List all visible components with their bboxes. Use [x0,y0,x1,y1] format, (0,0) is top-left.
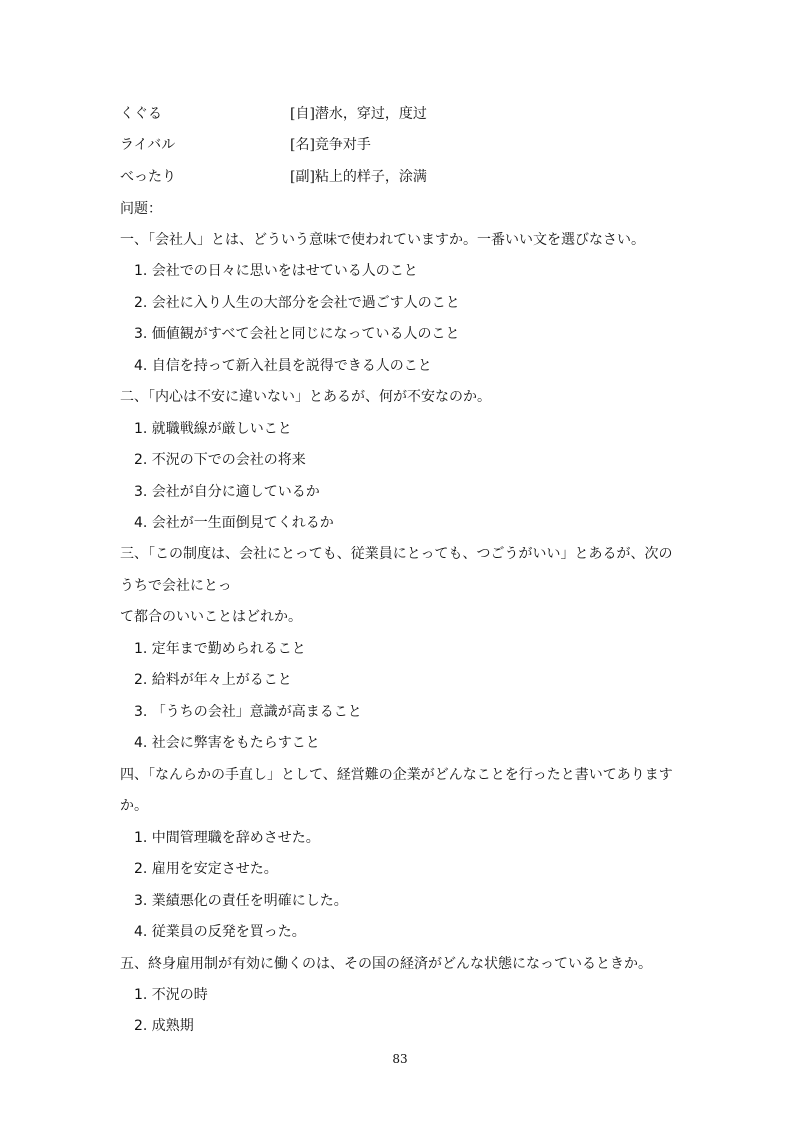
option-text: 1. 不況の時 [134,987,208,1003]
questions-heading: 问题： [120,201,162,217]
option-text: 1. 中間管理職を辞めさせた。 [134,830,320,846]
vocab-meaning: [自]潜水，穿过，度过 [290,106,427,122]
question-text: 五、終身雇用制が有効に働くのは、その国の経済がどんな状態になっているときか。 [120,956,652,972]
vocab-term: べったり [120,169,176,185]
option-text: 1. 就職戦線が厳しいこと [134,421,292,437]
vocab-term: くぐる [120,106,162,122]
question-text: うちで会社にとっ [120,578,232,594]
page-number: 83 [392,1052,408,1066]
option-text: 1. 会社での日々に思いをはせている人のこと [134,263,418,279]
option-text: 4. 会社が一生面倒見てくれるか [134,515,334,531]
option-text: 1. 定年まで勤められること [134,641,306,657]
option-text: 4. 従業員の反発を買った。 [134,924,306,940]
option-text: 2. 会社に入り人生の大部分を会社で過ごす人のこと [134,295,460,311]
option-text: 2. 雇用を安定させた。 [134,861,278,877]
question-text: 一、「会社人」とは、どういう意味で使われていますか。一番いい文を選びなさい。 [120,232,645,248]
question-text: て都合のいいことはどれか。 [120,609,302,625]
question-text: か。 [120,798,148,814]
question-text: 三、「この制度は、会社にとっても、従業員にとっても、つごうがいい」とあるが、次の [120,546,673,562]
option-text: 4. 社会に弊害をもたらすこと [134,735,320,751]
option-text: 2. 不況の下での会社の将来 [134,452,306,468]
option-text: 2. 成熟期 [134,1018,194,1034]
vocab-meaning: [名]竞争对手 [290,137,371,153]
question-text: 二、「内心は不安に違いない」とあるが、何が不安なのか。 [120,389,491,405]
option-text: 3. 「うちの会社」意識が高まること [134,704,362,720]
vocab-term: ライバル [120,137,176,153]
option-text: 3. 業績悪化の責任を明確にした。 [134,893,348,909]
question-text: 四、「なんらかの手直し」として、経営難の企業がどんなことを行ったと書いてあります [120,767,673,783]
option-text: 4. 自信を持って新入社員を説得できる人のこと [134,358,432,374]
option-text: 3. 会社が自分に適しているか [134,484,320,500]
option-text: 2. 給料が年々上がること [134,672,292,688]
vocab-meaning: [副]粘上的样子，涂满 [290,169,427,185]
option-text: 3. 価値観がすべて会社と同じになっている人のこと [134,326,460,342]
